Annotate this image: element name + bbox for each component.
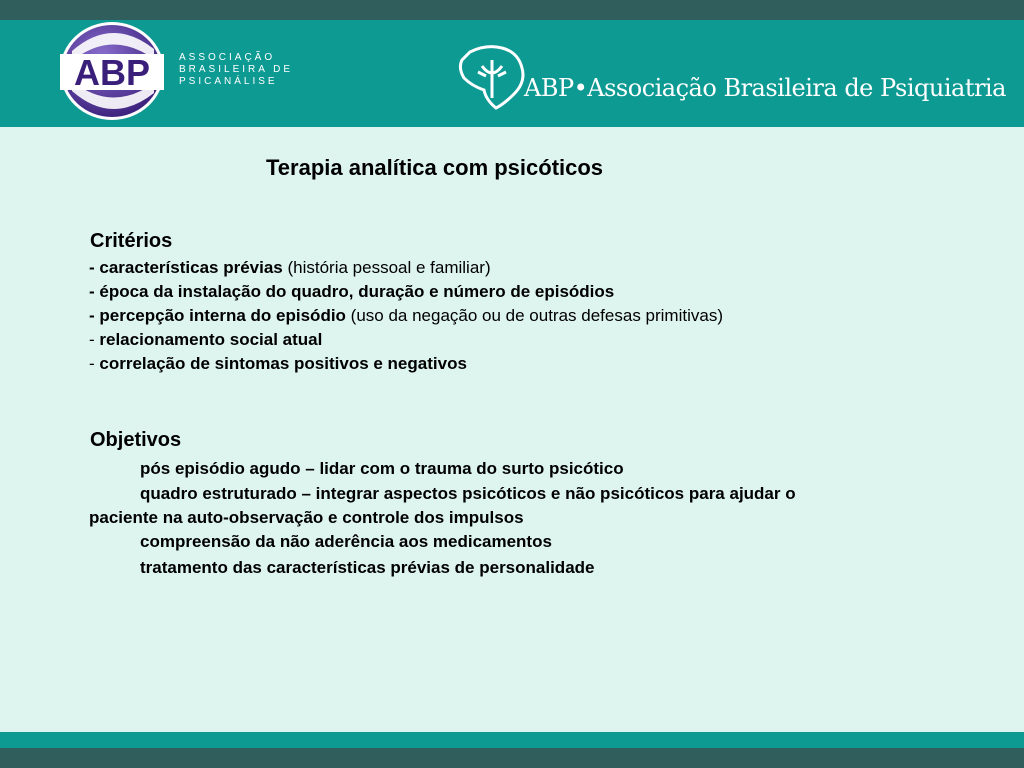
objetivo-item-1: pós episódio agudo – lidar com o trauma do surto psicótico <box>140 459 624 478</box>
header-banner <box>0 20 1024 127</box>
criterio-item-1-rest: (história pessoal e familiar) <box>282 258 491 277</box>
objetivos-heading: Objetivos <box>90 429 182 451</box>
criterio-item-1 <box>89 257 491 279</box>
criterio-item-2 <box>89 281 614 303</box>
slide-title: Terapia analítica com psicóticos <box>266 155 604 180</box>
abp-subtitle-line-1: ASSOCIAÇÃO <box>179 52 276 63</box>
criterio-item-5 <box>89 353 467 375</box>
abp-subtitle <box>179 52 293 88</box>
top-bar <box>0 0 1024 20</box>
criterio-item-4-bold: relacionamento social atual <box>99 330 323 349</box>
objetivo-item-4: tratamento das características prévias de personalidade <box>140 558 595 577</box>
psiquiatria-title: ABP•Associação Brasileira de Psiquiatria <box>524 74 1006 102</box>
abp-subtitle-line-3: PSICANÁLISE <box>179 76 278 87</box>
criterio-item-3-bold: - percepção interna do episódio <box>89 306 346 325</box>
criterios-heading: Critérios <box>90 230 173 252</box>
abp-logo <box>58 21 166 121</box>
objetivo-item-2-continuation: paciente na auto-observação e controle dos impulsos <box>89 508 524 527</box>
bottom-band <box>0 732 1024 748</box>
psiquiatria-emblem-icon <box>456 42 528 112</box>
bottom-bar <box>0 748 1024 768</box>
criterio-item-5-bold: correlação de sintomas positivos e negativos <box>99 354 467 373</box>
criterio-item-3 <box>89 305 723 327</box>
criterio-item-5-prefix: - <box>89 354 100 373</box>
criterio-item-2-bold: - época da instalação do quadro, duração e número de episódios <box>89 282 615 301</box>
criterio-item-3-rest: (uso da negação ou de outras defesas primitivas) <box>345 306 723 325</box>
abp-logo-text: ABP <box>73 52 151 93</box>
objetivo-item-3: compreensão da não aderência aos medicamentos <box>140 532 552 551</box>
criterio-item-4 <box>89 329 322 351</box>
criterio-item-4-prefix: - <box>89 330 100 349</box>
objetivo-item-2: quadro estruturado – integrar aspectos psicóticos e não psicóticos para ajudar o <box>140 484 796 503</box>
abp-subtitle-line-2: BRASILEIRA DE <box>179 64 294 75</box>
criterio-item-1-bold: - características prévias <box>89 258 283 277</box>
